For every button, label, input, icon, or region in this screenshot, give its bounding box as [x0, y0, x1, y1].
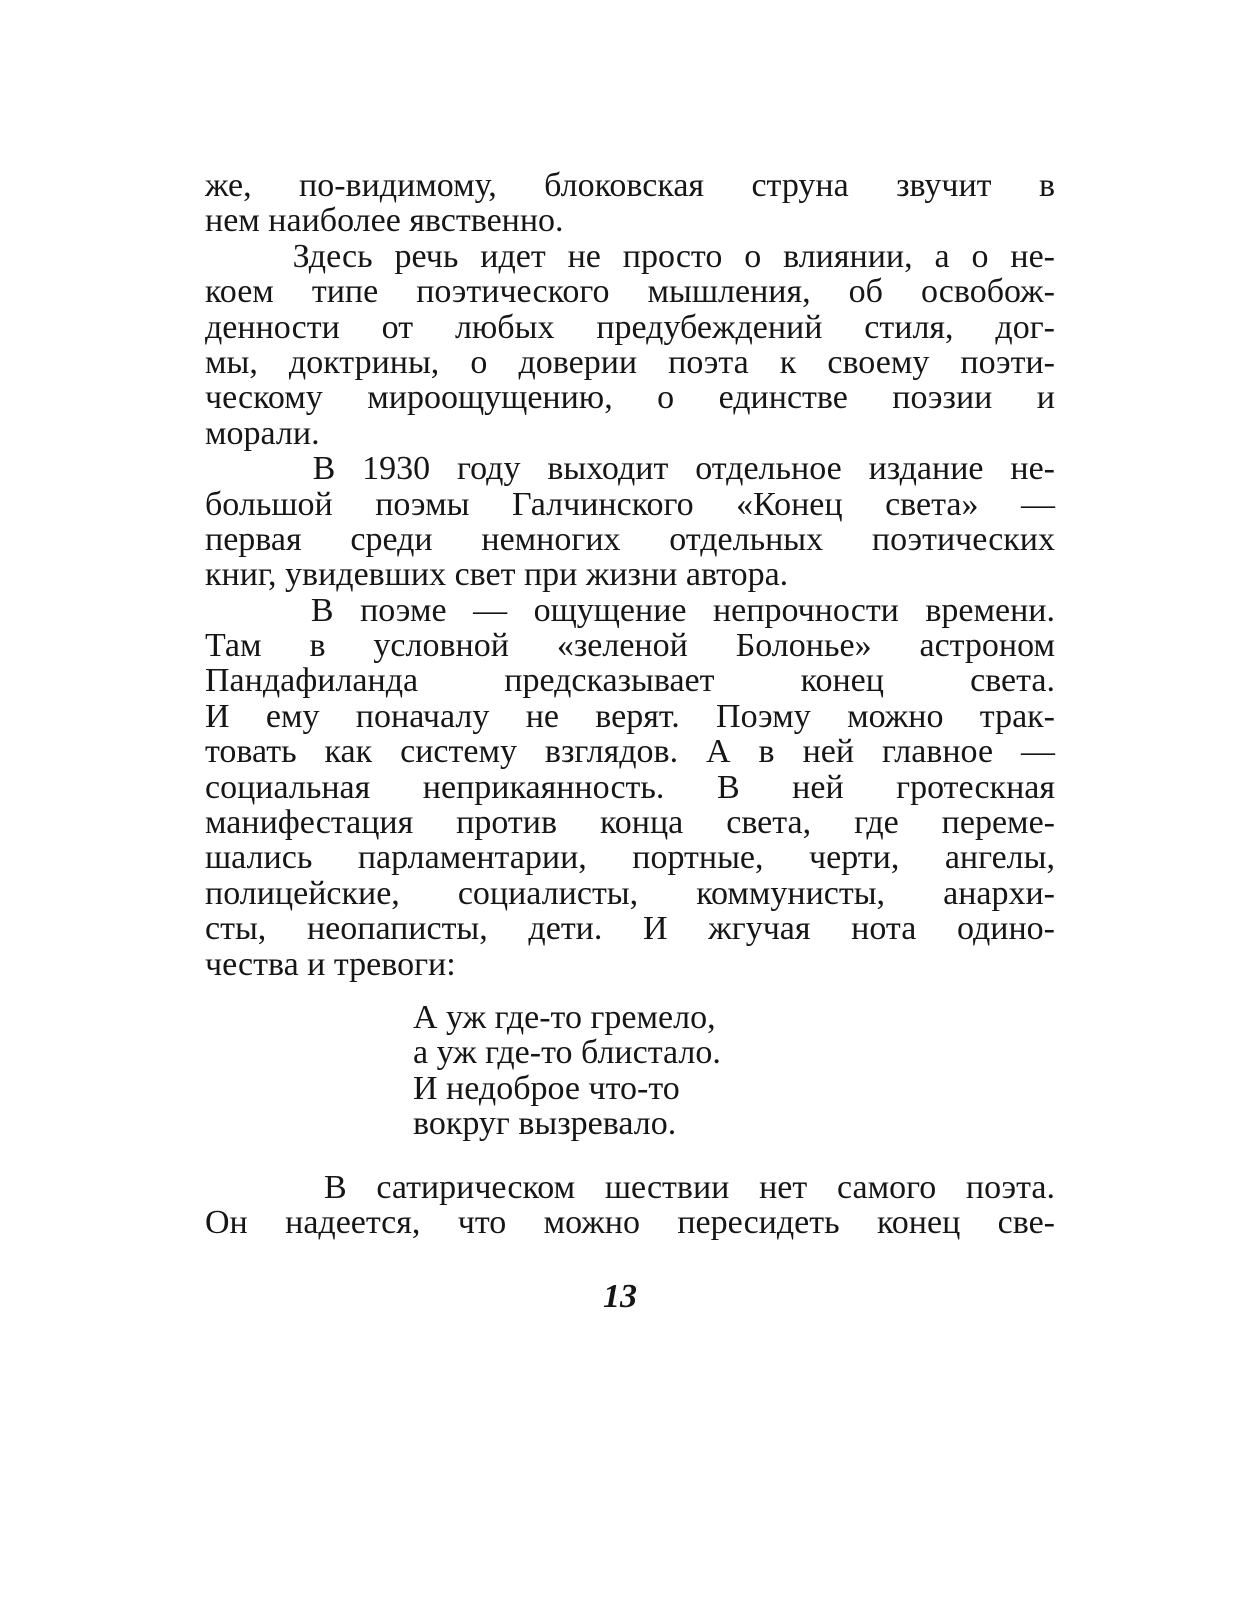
- body-text: [205, 168, 1055, 982]
- text-line: товать как систему взглядов. А в ней главное —: [205, 733, 1055, 771]
- text-line: Здесь речь идет не просто о влиянии, а о не-: [205, 237, 1055, 275]
- text-line: В сатирическом шествии нет самого поэта.: [205, 1169, 1055, 1206]
- text-line: Он надеется, что можно пересидеть конец све-: [205, 1204, 1055, 1242]
- verse-quote: [413, 1000, 913, 1141]
- verse-line: А уж где-то гремело,: [413, 999, 716, 1036]
- text-line: мы, доктрины, о доверии поэта к своему поэти-: [205, 343, 1055, 381]
- text-line: первая среди немногих отдельных поэтических: [205, 520, 1055, 558]
- text-line: Там в условной «зеленой Болонье» астроном: [205, 627, 1055, 665]
- text-line: социальная неприкаянность. В ней гротескная: [205, 768, 1055, 806]
- verse-line: вокруг вызревало.: [413, 1104, 677, 1142]
- text-line: большой поэмы Галчинского «Конец света» —: [205, 485, 1055, 523]
- text-line: В 1930 году выходит отдельное издание не-: [205, 450, 1055, 488]
- text-line: полицейские, социалисты, коммунисты, анархи-: [205, 874, 1055, 912]
- verse-line: а уж где-то блистало.: [413, 1034, 721, 1072]
- text-line: сты, неопаписты, дети. И жгучая нота одино-: [205, 910, 1055, 948]
- text-line: манифестация против конца света, где переме-: [205, 804, 1055, 842]
- text-line: В поэме — ощущение непрочности времени.: [205, 591, 1055, 629]
- verse-line: И недоброе что-то: [413, 1069, 680, 1107]
- text-line: книг, увидевших свет при жизни автора.: [205, 556, 789, 594]
- closing-text: [205, 1170, 1055, 1241]
- text-line: денности от любых предубеждений стиля, дог-: [205, 308, 1055, 346]
- text-line: морали.: [205, 414, 320, 452]
- text-line: шались парламентарии, портные, черти, ангелы,: [205, 839, 1055, 877]
- text-line: коем типе поэтического мышления, об освобож-: [205, 273, 1055, 311]
- text-line: же, по-видимому, блоковская струна звучит в: [205, 167, 1055, 204]
- text-line: Пандафиланда предсказывает конец света.: [205, 662, 1055, 700]
- text-line: ческому мироощущению, о единстве поэзии и: [205, 379, 1055, 417]
- text-line: нем наиболее явственно.: [205, 202, 564, 240]
- page-number: 13: [603, 1278, 637, 1315]
- text-line: чества и тревоги:: [205, 945, 456, 983]
- text-line: И ему поначалу не верят. Поэму можно трак-: [205, 697, 1055, 735]
